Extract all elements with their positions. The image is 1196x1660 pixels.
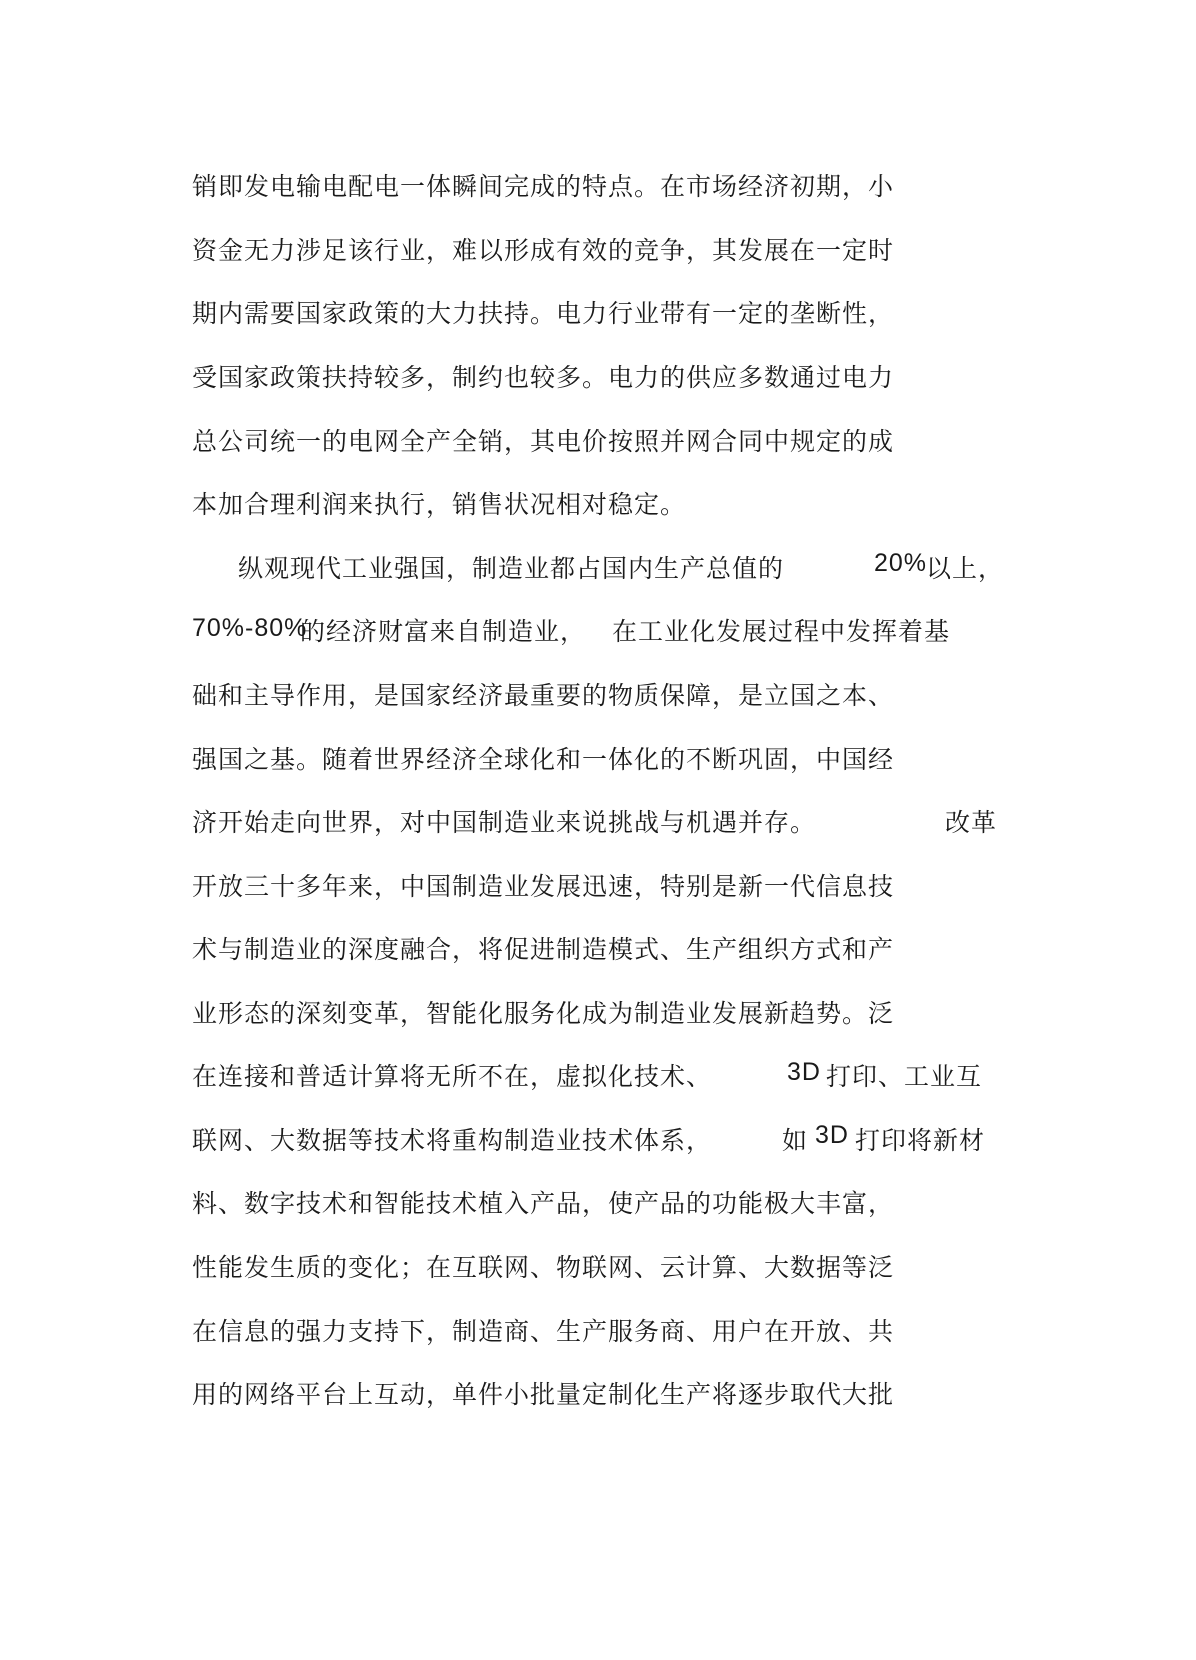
text-number: 20%	[874, 549, 928, 577]
text-line: 销即发电输电配电一体瞬间完成的特点。在市场经济初期，小	[192, 172, 895, 201]
text-number: 3D	[815, 1121, 849, 1149]
text-line: 的经济财富来自制造业，	[300, 617, 587, 646]
text-line: 在工业化发展过程中发挥着基	[612, 617, 951, 646]
text-line: 用的网络平台上互动，单件小批量定制化生产将逐步取代大批	[192, 1380, 895, 1409]
text-line: 打印将新材	[855, 1126, 986, 1155]
text-line: 受国家政策扶持较多，制约也较多。电力的供应多数通过电力	[192, 363, 895, 392]
text-line: 纵观现代工业强国，制造业都占国内生产总值的	[238, 554, 785, 583]
text-line: 联网、大数据等技术将重构制造业技术体系，	[192, 1126, 713, 1155]
text-line: 料、数字技术和智能技术植入产品，使产品的功能极大丰富，	[192, 1189, 895, 1218]
text-line: 济开始走向世界，对中国制造业来说挑战与机遇并存。	[192, 808, 817, 837]
text-line: 开放三十多年来，中国制造业发展迅速，特别是新一代信息技	[192, 872, 895, 901]
text-line: 术与制造业的深度融合，将促进制造模式、生产组织方式和产	[192, 935, 895, 964]
text-line: 业形态的深刻变革，智能化服务化成为制造业发展新趋势。泛	[192, 999, 895, 1028]
text-number: 70%-80%	[192, 614, 308, 642]
text-line: 期内需要国家政策的大力扶持。电力行业带有一定的垄断性，	[192, 299, 895, 328]
text-line: 以上，	[926, 554, 1005, 583]
text-line: 如	[782, 1126, 809, 1155]
text-number: 3D	[787, 1058, 821, 1086]
text-line: 资金无力涉足该行业，难以形成有效的竞争，其发展在一定时	[192, 236, 895, 265]
text-line: 在连接和普适计算将无所不在，虚拟化技术、	[192, 1062, 713, 1091]
text-line: 础和主导作用，是国家经济最重要的物质保障，是立国之本、	[192, 681, 895, 710]
text-line: 改革	[945, 808, 998, 837]
text-line: 强国之基。随着世界经济全球化和一体化的不断巩固，中国经	[192, 745, 895, 774]
text-line: 打印、工业互	[826, 1062, 983, 1091]
text-line: 总公司统一的电网全产全销，其电价按照并网合同中规定的成	[192, 427, 895, 456]
text-line: 本加合理利润来执行，销售状况相对稳定。	[192, 490, 687, 519]
text-line: 在信息的强力支持下，制造商、生产服务商、用户在开放、共	[192, 1317, 895, 1346]
text-line: 性能发生质的变化；在互联网、物联网、云计算、大数据等泛	[192, 1253, 895, 1282]
